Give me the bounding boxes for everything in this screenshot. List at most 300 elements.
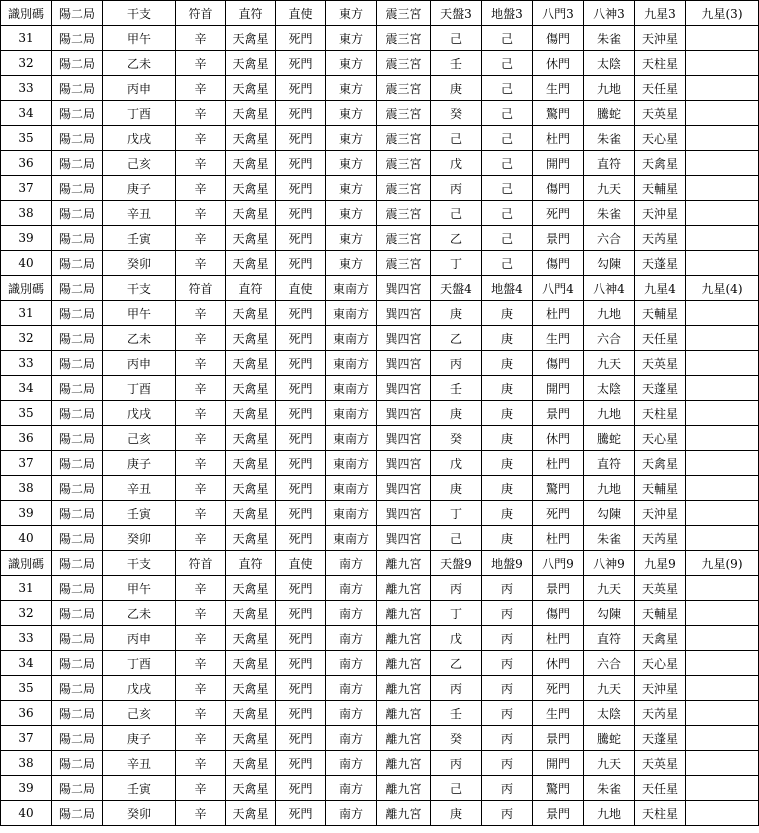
direction-cell: 東方	[326, 176, 377, 201]
jiuxing-cell: 天芮星	[635, 226, 686, 251]
direction-cell: 東方	[326, 201, 377, 226]
ganzhi-cell: 己亥	[103, 151, 176, 176]
palace-cell: 巽四宮	[377, 376, 431, 401]
ju-cell: 陽二局	[52, 126, 103, 151]
jiuxing-paren-cell	[686, 626, 759, 651]
ju-cell: 陽二局	[52, 226, 103, 251]
ganzhi-cell: 乙未	[103, 51, 176, 76]
zhifu-cell: 天禽星	[226, 376, 276, 401]
ganzhi-cell: 辛丑	[103, 201, 176, 226]
fushou-cell: 辛	[176, 401, 226, 426]
table-row	[1, 376, 759, 401]
direction-cell: 南方	[326, 726, 377, 751]
direction-cell: 東方	[326, 126, 377, 151]
id-header: 識別碼	[1, 276, 52, 301]
jiuxing-paren-cell	[686, 651, 759, 676]
ju-cell: 陽二局	[52, 526, 103, 551]
id-cell: 33	[1, 626, 52, 651]
tianpan-cell: 己	[431, 526, 482, 551]
table-row	[1, 426, 759, 451]
bamen-cell: 休門	[533, 51, 584, 76]
zhishi-header: 直使	[276, 1, 326, 26]
id-cell: 32	[1, 51, 52, 76]
jiuxing-header: 九星4	[635, 276, 686, 301]
id-cell: 35	[1, 126, 52, 151]
jiuxing-paren-cell	[686, 301, 759, 326]
tianpan-cell: 乙	[431, 651, 482, 676]
table-row	[1, 601, 759, 626]
zhishi-cell: 死門	[276, 51, 326, 76]
bashen-cell: 九天	[584, 351, 635, 376]
zhifu-cell: 天禽星	[226, 176, 276, 201]
zhishi-cell: 死門	[276, 526, 326, 551]
ju-cell: 陽二局	[52, 51, 103, 76]
tianpan-cell: 戊	[431, 451, 482, 476]
table-row	[1, 101, 759, 126]
dipan-cell: 庚	[482, 326, 533, 351]
palace-cell: 巽四宮	[377, 351, 431, 376]
table-row	[1, 76, 759, 101]
ju-cell: 陽二局	[52, 151, 103, 176]
direction-cell: 南方	[326, 651, 377, 676]
bashen-cell: 騰蛇	[584, 101, 635, 126]
direction-cell: 南方	[326, 576, 377, 601]
direction-cell: 東方	[326, 251, 377, 276]
direction-header: 東方	[326, 1, 377, 26]
jiuxing-cell: 天任星	[635, 76, 686, 101]
direction-cell: 南方	[326, 801, 377, 826]
palace-header: 震三宮	[377, 1, 431, 26]
palace-cell: 震三宮	[377, 151, 431, 176]
zhishi-cell: 死門	[276, 26, 326, 51]
palace-cell: 巽四宮	[377, 401, 431, 426]
jiuxing-paren-cell	[686, 101, 759, 126]
bashen-cell: 太陰	[584, 701, 635, 726]
ju-cell: 陽二局	[52, 76, 103, 101]
fushou-cell: 辛	[176, 526, 226, 551]
table-row	[1, 251, 759, 276]
table-row	[1, 51, 759, 76]
palace-cell: 震三宮	[377, 101, 431, 126]
palace-cell: 離九宮	[377, 651, 431, 676]
zhifu-cell: 天禽星	[226, 76, 276, 101]
zhifu-cell: 天禽星	[226, 801, 276, 826]
id-cell: 35	[1, 401, 52, 426]
tianpan-header: 天盤9	[431, 551, 482, 576]
id-header: 識別碼	[1, 1, 52, 26]
direction-cell: 南方	[326, 776, 377, 801]
fushou-header: 符首	[176, 276, 226, 301]
id-cell: 38	[1, 751, 52, 776]
ganzhi-cell: 甲午	[103, 576, 176, 601]
dipan-cell: 庚	[482, 401, 533, 426]
zhifu-cell: 天禽星	[226, 101, 276, 126]
zhishi-cell: 死門	[276, 426, 326, 451]
jiuxing-paren-cell	[686, 76, 759, 101]
id-cell: 40	[1, 801, 52, 826]
ju-cell: 陽二局	[52, 776, 103, 801]
fushou-cell: 辛	[176, 326, 226, 351]
palace-cell: 巽四宮	[377, 301, 431, 326]
tianpan-header: 天盤4	[431, 276, 482, 301]
ganzhi-cell: 癸卯	[103, 251, 176, 276]
bamen-cell: 杜門	[533, 451, 584, 476]
table-row	[1, 176, 759, 201]
fushou-cell: 辛	[176, 801, 226, 826]
tianpan-cell: 壬	[431, 376, 482, 401]
id-cell: 31	[1, 26, 52, 51]
table-row	[1, 651, 759, 676]
tianpan-cell: 庚	[431, 801, 482, 826]
zhishi-cell: 死門	[276, 651, 326, 676]
table-row	[1, 701, 759, 726]
tianpan-cell: 己	[431, 26, 482, 51]
ju-cell: 陽二局	[52, 351, 103, 376]
tianpan-cell: 癸	[431, 426, 482, 451]
table-row	[1, 451, 759, 476]
id-cell: 40	[1, 526, 52, 551]
jiuxing-paren-cell	[686, 501, 759, 526]
id-cell: 35	[1, 676, 52, 701]
zhifu-cell: 天禽星	[226, 751, 276, 776]
tianpan-cell: 丁	[431, 501, 482, 526]
ganzhi-cell: 庚子	[103, 176, 176, 201]
zhifu-cell: 天禽星	[226, 51, 276, 76]
bamen-cell: 景門	[533, 401, 584, 426]
jiuxing-cell: 天沖星	[635, 201, 686, 226]
dipan-cell: 庚	[482, 526, 533, 551]
bamen-cell: 生門	[533, 701, 584, 726]
table-row	[1, 26, 759, 51]
bamen-cell: 景門	[533, 726, 584, 751]
zhifu-header: 直符	[226, 551, 276, 576]
zhifu-cell: 天禽星	[226, 126, 276, 151]
dipan-cell: 己	[482, 151, 533, 176]
jiuxing-cell: 天禽星	[635, 151, 686, 176]
dipan-cell: 丙	[482, 626, 533, 651]
zhifu-cell: 天禽星	[226, 401, 276, 426]
fushou-cell: 辛	[176, 726, 226, 751]
direction-cell: 東南方	[326, 401, 377, 426]
jiuxing-paren-cell	[686, 726, 759, 751]
bashen-cell: 朱雀	[584, 201, 635, 226]
bamen-cell: 傷門	[533, 251, 584, 276]
fushou-cell: 辛	[176, 201, 226, 226]
zhishi-header: 直使	[276, 276, 326, 301]
direction-cell: 東方	[326, 76, 377, 101]
zhishi-cell: 死門	[276, 176, 326, 201]
jiuxing-paren-cell	[686, 176, 759, 201]
zhifu-cell: 天禽星	[226, 351, 276, 376]
ju-cell: 陽二局	[52, 476, 103, 501]
tianpan-cell: 戊	[431, 151, 482, 176]
zhifu-cell: 天禽星	[226, 251, 276, 276]
palace-cell: 離九宮	[377, 576, 431, 601]
bashen-cell: 九天	[584, 176, 635, 201]
jiuxing-cell: 天輔星	[635, 476, 686, 501]
ju-cell: 陽二局	[52, 101, 103, 126]
fushou-cell: 辛	[176, 651, 226, 676]
zhifu-cell: 天禽星	[226, 301, 276, 326]
ju-cell: 陽二局	[52, 626, 103, 651]
jiuxing-cell: 天蓬星	[635, 726, 686, 751]
zhishi-cell: 死門	[276, 801, 326, 826]
id-cell: 36	[1, 426, 52, 451]
id-cell: 32	[1, 601, 52, 626]
palace-cell: 震三宮	[377, 26, 431, 51]
dipan-cell: 丙	[482, 751, 533, 776]
ganzhi-cell: 甲午	[103, 26, 176, 51]
tianpan-cell: 丙	[431, 751, 482, 776]
zhifu-cell: 天禽星	[226, 326, 276, 351]
ju-header: 陽二局	[52, 1, 103, 26]
ganzhi-cell: 壬寅	[103, 776, 176, 801]
bashen-cell: 朱雀	[584, 126, 635, 151]
zhishi-cell: 死門	[276, 301, 326, 326]
ju-cell: 陽二局	[52, 376, 103, 401]
header-row	[1, 551, 759, 576]
jiuxing-cell: 天芮星	[635, 701, 686, 726]
id-cell: 33	[1, 351, 52, 376]
fushou-cell: 辛	[176, 301, 226, 326]
ganzhi-header: 干支	[103, 1, 176, 26]
fushou-cell: 辛	[176, 151, 226, 176]
bashen-cell: 太陰	[584, 51, 635, 76]
direction-cell: 東方	[326, 26, 377, 51]
zhishi-cell: 死門	[276, 676, 326, 701]
zhishi-cell: 死門	[276, 701, 326, 726]
tianpan-cell: 己	[431, 126, 482, 151]
jiuxing-paren-cell	[686, 801, 759, 826]
dipan-cell: 丙	[482, 651, 533, 676]
palace-cell: 巽四宮	[377, 451, 431, 476]
jiuxing-cell: 天英星	[635, 101, 686, 126]
direction-cell: 南方	[326, 676, 377, 701]
jiuxing-paren-cell	[686, 426, 759, 451]
jiuxing-paren-cell	[686, 326, 759, 351]
ju-cell: 陽二局	[52, 201, 103, 226]
palace-header: 離九宮	[377, 551, 431, 576]
id-cell: 34	[1, 376, 52, 401]
table-row	[1, 401, 759, 426]
dipan-cell: 己	[482, 176, 533, 201]
zhifu-cell: 天禽星	[226, 626, 276, 651]
zhifu-cell: 天禽星	[226, 726, 276, 751]
ganzhi-cell: 戊戌	[103, 126, 176, 151]
dipan-cell: 庚	[482, 451, 533, 476]
header-row	[1, 1, 759, 26]
zhifu-header: 直符	[226, 276, 276, 301]
ju-cell: 陽二局	[52, 251, 103, 276]
table-body	[1, 1, 759, 826]
id-cell: 40	[1, 251, 52, 276]
bashen-cell: 九地	[584, 801, 635, 826]
bamen-cell: 傷門	[533, 26, 584, 51]
table-row	[1, 626, 759, 651]
bashen-cell: 直符	[584, 626, 635, 651]
id-cell: 32	[1, 326, 52, 351]
palace-cell: 震三宮	[377, 126, 431, 151]
id-cell: 39	[1, 226, 52, 251]
ju-cell: 陽二局	[52, 301, 103, 326]
palace-header: 巽四宮	[377, 276, 431, 301]
id-cell: 38	[1, 476, 52, 501]
bamen-header: 八門3	[533, 1, 584, 26]
id-cell: 33	[1, 76, 52, 101]
bamen-cell: 生門	[533, 326, 584, 351]
zhifu-cell: 天禽星	[226, 426, 276, 451]
jiuxing-cell: 天柱星	[635, 801, 686, 826]
palace-cell: 震三宮	[377, 226, 431, 251]
ganzhi-cell: 己亥	[103, 701, 176, 726]
dipan-cell: 己	[482, 76, 533, 101]
ju-cell: 陽二局	[52, 176, 103, 201]
jiuxing-cell: 天輔星	[635, 176, 686, 201]
ganzhi-cell: 丙申	[103, 626, 176, 651]
dipan-cell: 己	[482, 101, 533, 126]
bamen-cell: 傷門	[533, 351, 584, 376]
zhishi-cell: 死門	[276, 576, 326, 601]
ju-cell: 陽二局	[52, 401, 103, 426]
fushou-cell: 辛	[176, 251, 226, 276]
jiuxing-cell: 天心星	[635, 126, 686, 151]
jiuxing-paren-cell	[686, 351, 759, 376]
jiuxing-paren-cell	[686, 576, 759, 601]
palace-cell: 離九宮	[377, 751, 431, 776]
palace-cell: 震三宮	[377, 51, 431, 76]
fushou-cell: 辛	[176, 501, 226, 526]
fushou-cell: 辛	[176, 476, 226, 501]
zhifu-cell: 天禽星	[226, 576, 276, 601]
jiuxing-cell: 天英星	[635, 351, 686, 376]
jiuxing-paren-cell	[686, 451, 759, 476]
jiuxing-cell: 天任星	[635, 776, 686, 801]
table-row	[1, 501, 759, 526]
ju-cell: 陽二局	[52, 576, 103, 601]
ju-cell: 陽二局	[52, 501, 103, 526]
fushou-cell: 辛	[176, 626, 226, 651]
bamen-cell: 景門	[533, 801, 584, 826]
table-row	[1, 126, 759, 151]
table-row	[1, 576, 759, 601]
zhishi-cell: 死門	[276, 76, 326, 101]
table-row	[1, 226, 759, 251]
zhifu-cell: 天禽星	[226, 501, 276, 526]
direction-cell: 東南方	[326, 426, 377, 451]
bamen-cell: 驚門	[533, 101, 584, 126]
bashen-cell: 直符	[584, 151, 635, 176]
jiuxing-paren-cell	[686, 701, 759, 726]
zhishi-cell: 死門	[276, 401, 326, 426]
ganzhi-cell: 丁酉	[103, 651, 176, 676]
dipan-header: 地盤3	[482, 1, 533, 26]
ju-header: 陽二局	[52, 276, 103, 301]
jiuxing-cell: 天沖星	[635, 501, 686, 526]
ganzhi-cell: 癸卯	[103, 526, 176, 551]
bashen-cell: 勾陳	[584, 501, 635, 526]
jiuxing-cell: 天蓬星	[635, 251, 686, 276]
jiuxing-paren-cell	[686, 676, 759, 701]
id-cell: 31	[1, 576, 52, 601]
palace-cell: 震三宮	[377, 76, 431, 101]
id-cell: 34	[1, 101, 52, 126]
zhishi-cell: 死門	[276, 601, 326, 626]
direction-cell: 南方	[326, 626, 377, 651]
id-cell: 36	[1, 151, 52, 176]
ju-cell: 陽二局	[52, 601, 103, 626]
ganzhi-cell: 丁酉	[103, 101, 176, 126]
direction-cell: 東方	[326, 51, 377, 76]
bamen-cell: 驚門	[533, 476, 584, 501]
tianpan-header: 天盤3	[431, 1, 482, 26]
palace-cell: 巽四宮	[377, 476, 431, 501]
jiuxing-cell: 天輔星	[635, 601, 686, 626]
palace-cell: 離九宮	[377, 801, 431, 826]
fushou-cell: 辛	[176, 351, 226, 376]
bashen-cell: 朱雀	[584, 26, 635, 51]
id-cell: 36	[1, 701, 52, 726]
direction-cell: 東南方	[326, 301, 377, 326]
bamen-cell: 傷門	[533, 601, 584, 626]
zhifu-cell: 天禽星	[226, 26, 276, 51]
tianpan-cell: 丁	[431, 251, 482, 276]
tianpan-cell: 壬	[431, 51, 482, 76]
zhishi-cell: 死門	[276, 451, 326, 476]
palace-cell: 離九宮	[377, 726, 431, 751]
dipan-cell: 庚	[482, 351, 533, 376]
bashen-cell: 騰蛇	[584, 426, 635, 451]
dipan-cell: 庚	[482, 301, 533, 326]
dipan-cell: 己	[482, 126, 533, 151]
bamen-cell: 杜門	[533, 126, 584, 151]
ganzhi-cell: 乙未	[103, 326, 176, 351]
table-row	[1, 801, 759, 826]
jiuxing-paren-cell	[686, 751, 759, 776]
ju-header: 陽二局	[52, 551, 103, 576]
fushou-cell: 辛	[176, 601, 226, 626]
ganzhi-cell: 甲午	[103, 301, 176, 326]
id-cell: 37	[1, 176, 52, 201]
zhishi-header: 直使	[276, 551, 326, 576]
bamen-cell: 休門	[533, 426, 584, 451]
id-cell: 39	[1, 776, 52, 801]
jiuxing-paren-header: 九星(4)	[686, 276, 759, 301]
bamen-cell: 休門	[533, 651, 584, 676]
ganzhi-cell: 戊戌	[103, 676, 176, 701]
fushou-cell: 辛	[176, 101, 226, 126]
ju-cell: 陽二局	[52, 726, 103, 751]
table-row	[1, 351, 759, 376]
bashen-cell: 六合	[584, 326, 635, 351]
id-header: 識別碼	[1, 551, 52, 576]
jiuxing-paren-cell	[686, 201, 759, 226]
table-row	[1, 751, 759, 776]
zhishi-cell: 死門	[276, 251, 326, 276]
zhifu-cell: 天禽星	[226, 526, 276, 551]
bashen-header: 八神9	[584, 551, 635, 576]
palace-cell: 巽四宮	[377, 426, 431, 451]
tianpan-cell: 癸	[431, 101, 482, 126]
ganzhi-cell: 壬寅	[103, 501, 176, 526]
jiuxing-cell: 天輔星	[635, 301, 686, 326]
dipan-cell: 丙	[482, 801, 533, 826]
ganzhi-cell: 丁酉	[103, 376, 176, 401]
dipan-cell: 己	[482, 226, 533, 251]
tianpan-cell: 乙	[431, 226, 482, 251]
dipan-cell: 丙	[482, 676, 533, 701]
jiuxing-cell: 天心星	[635, 651, 686, 676]
bashen-cell: 六合	[584, 226, 635, 251]
